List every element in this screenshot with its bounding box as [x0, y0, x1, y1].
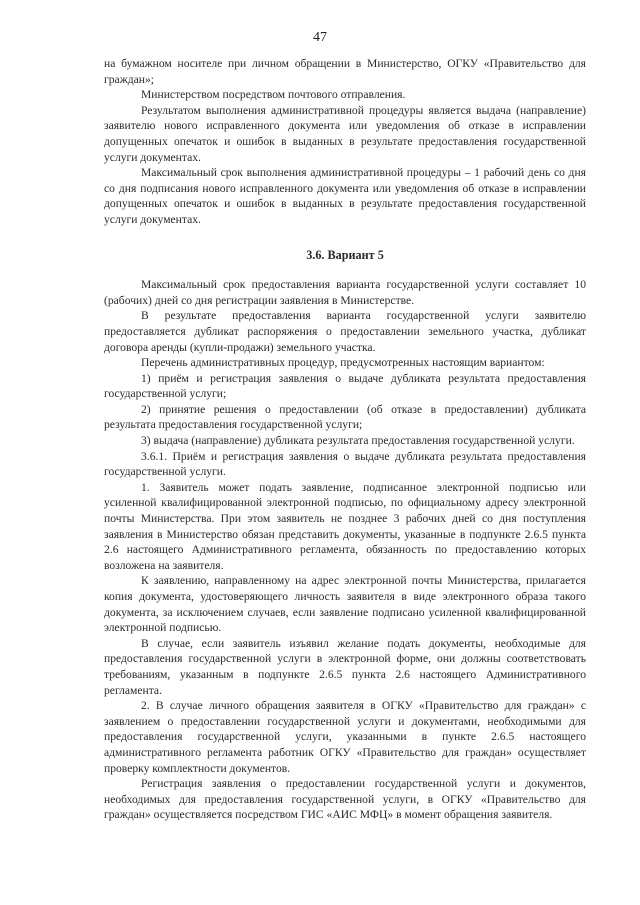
- paragraph: 2. В случае личного обращения заявителя в ОГКУ «Правительство для граждан» с заявлением о предоставлении государственной услуги и документами, необходимыми для предоставления государственной услуги, указанными в пункте 2.6.5 настоящего административного регламента работник ОГКУ «Правительство для граждан» осуществляет проверку комплектности документов.: [104, 699, 586, 775]
- list-item: 3) выдача (направление) дубликата результата предоставления государственной услуги.: [141, 434, 575, 448]
- paragraph: Максимальный срок предоставления варианта государственной услуги составляет 10 (рабочих) дней со дня регистрации заявления в Министерстве.: [104, 278, 586, 307]
- page-number: 47: [313, 30, 327, 45]
- paragraph: Министерством посредством почтового отправления.: [141, 88, 406, 102]
- paragraph: на бумажном носителе при личном обращении в Министерство, ОГКУ «Правительство для граждан»;: [104, 57, 586, 86]
- document-body: [104, 56, 586, 823]
- paragraph: К заявлению, направленному на адрес электронной почты Министерства, прилагается копия документа, удостоверяющего личность заявителя в виде электронного образа такого документа, за исключением случаев, если заявление подписано усиленной квалифицированной электронной подписью.: [104, 574, 586, 635]
- paragraph: 3.6.1. Приём и регистрация заявления о выдаче дубликата результата предоставления государственной услуги.: [104, 449, 586, 479]
- paragraph: Регистрация заявления о предоставлении государственной услуги и документов, необходимых для предоставления государственной услуги, в ОГКУ «Правительство для граждан» осуществляется посредством ГИС «АИС МФЦ» в момент обращения заявителя.: [104, 777, 586, 822]
- paragraph: Перечень административных процедур, предусмотренных настоящим вариантом:: [141, 356, 545, 370]
- paragraph: 1. Заявитель может подать заявление, подписанное электронной подписью или усиленной квалифицированной электронной подписью, по официальному адресу электронной почты Министерства. При этом заявитель не позднее 3 рабочих дней со дня поступления заявления в Министерство обязан представить документы, указанные в подпункте 2.6.5 пункта 2.6 настоящего Административного регламента, обязанность по предоставлению которых возложена на заявителя.: [104, 480, 586, 572]
- paragraph: Результатом выполнения административной процедуры является выдача (направление) заявителю нового исправленного документа или уведомления об отказе в исправлении допущенных опечаток и ошибок в выданных в результате предоставления государственной услуги документах.: [104, 103, 586, 164]
- paragraph: В результате предоставления варианта государственной услуги заявителю предоставляется дубликат распоряжения о предоставлении земельного участка, дубликат договора аренды (купли-продажи) земельного участка.: [104, 309, 586, 354]
- list-item: 1) приём и регистрация заявления о выдаче дубликата результата предоставления государственной услуги;: [104, 371, 586, 401]
- paragraph: В случае, если заявитель изъявил желание подать документы, необходимые для предоставления государственной услуги в электронной форме, они должны соответствовать требованиям, указанным в подпункте 2.6.5 пункта 2.6 настоящего Административного регламента.: [104, 636, 586, 697]
- section-heading: 3.6. Вариант 5: [306, 247, 384, 262]
- paragraph: Максимальный срок выполнения административной процедуры – 1 рабочий день со дня со дня подписания нового исправленного документа или уведомления об отказе в исправлении допущенных опечаток и ошибок в выданных в результате предоставления государственной услуги документах.: [104, 166, 586, 226]
- list-item: 2) принятие решения о предоставлении (об отказе в предоставлении) дубликата результата предоставления государственной услуги;: [104, 402, 586, 432]
